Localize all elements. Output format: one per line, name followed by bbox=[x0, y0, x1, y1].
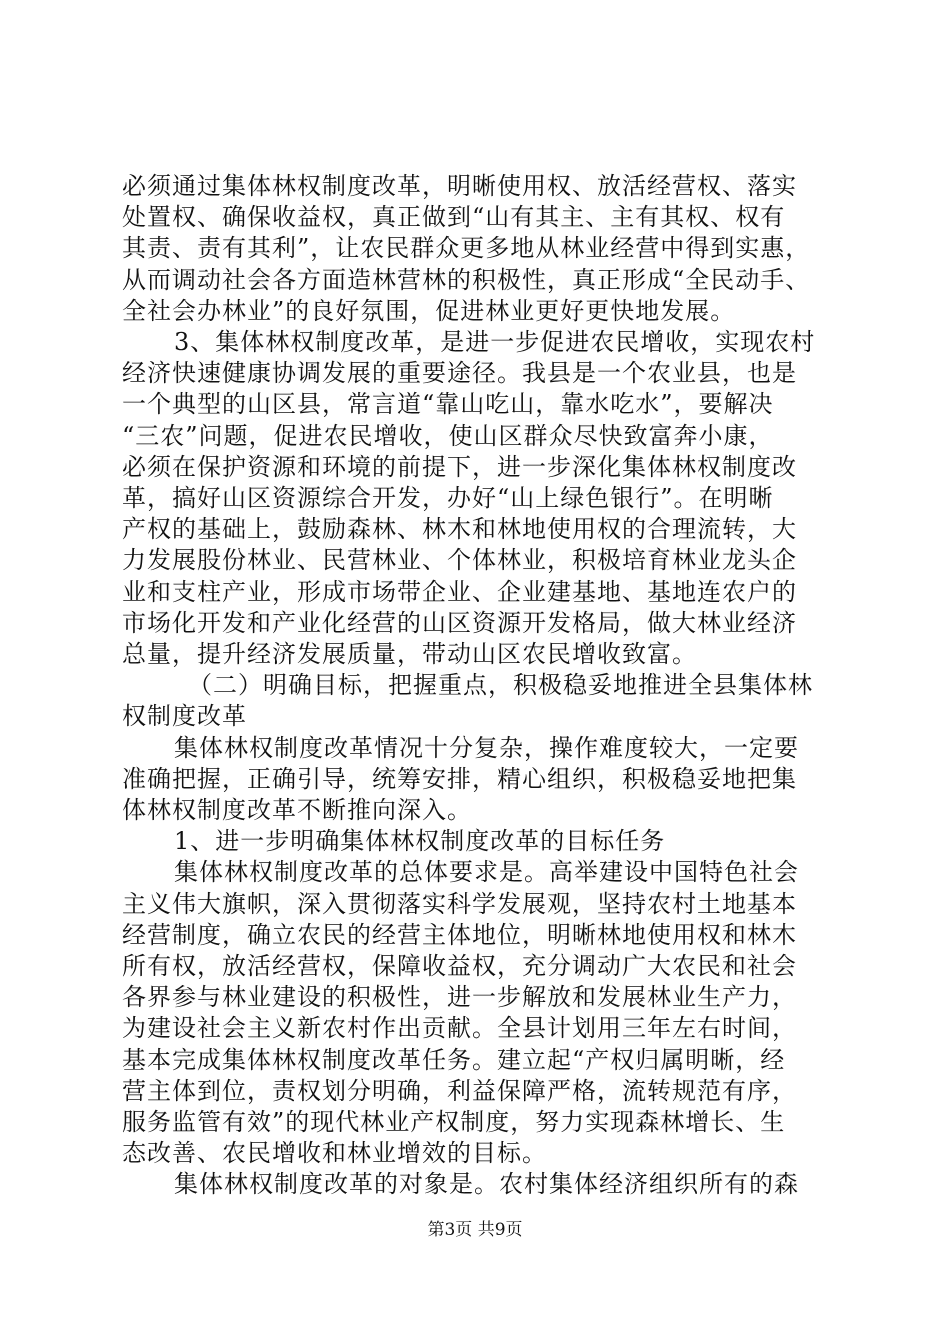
text-line: 处置权、确保收益权，真正做到“山有其主、主有其权、权有 bbox=[122, 203, 786, 232]
text-line: 产权的基础上，鼓励森林、林木和林地使用权的合理流转，大 bbox=[122, 515, 797, 544]
text-line: 全社会办林业”的良好氛围，促进林业更好更快地发展。 bbox=[122, 296, 736, 325]
text-line: 所有权，放活经营权，保障收益权，充分调动广大农民和社会 bbox=[122, 952, 797, 980]
text-line: “三农”问题，促进农民增收，使山区群众尽快致富奔小康， bbox=[122, 421, 774, 450]
text-line: 各界参与林业建设的积极性，进一步解放和发展林业生产力， bbox=[122, 983, 797, 1012]
text-line: 体林权制度改革不断推向深入。 bbox=[122, 796, 472, 824]
text-line: 一个典型的山区县，常言道“靠山吃山，靠水吃水”，要解决 bbox=[122, 390, 774, 419]
paragraph-first-line: 集体林权制度改革的总体要求是。高举建设中国特色社会 bbox=[174, 858, 799, 887]
paragraph-first-line: 3、集体林权制度改革，是进一步促进农民增收，实现农村 bbox=[174, 328, 816, 356]
text-line: 必须通过集体林权制度改革，明晰使用权、放活经营权、落实 bbox=[122, 172, 797, 200]
text-line: 力发展股份林业、民营林业、个体林业，积极培育林业龙头企 bbox=[122, 546, 797, 575]
paragraph-first-line: 集体林权制度改革情况十分复杂，操作难度较大，一定要 bbox=[174, 733, 799, 762]
text-line: 服务监管有效”的现代林业产权制度，努力实现森林增长、生 bbox=[122, 1108, 786, 1136]
text-line: 经济快速健康协调发展的重要途径。我县是一个农业县，也是 bbox=[122, 359, 797, 388]
text-line: 经营制度，确立农民的经营主体地位，明晰林地使用权和林木 bbox=[122, 920, 797, 949]
text-line: 必须在保护资源和环境的前提下，进一步深化集体林权制度改 bbox=[122, 452, 797, 481]
text-line: 其责、责有其利”，让农民群众更多地从林业经营中得到实惠， bbox=[122, 234, 811, 263]
section-heading-continued: 权制度改革 bbox=[122, 702, 247, 731]
text-line: 业和支柱产业，形成市场带企业、企业建基地、基地连农户的 bbox=[122, 577, 797, 606]
text-line: 为建设社会主义新农村作出贡献。全县计划用三年左右时间， bbox=[122, 1014, 797, 1043]
text-line: 从而调动社会各方面造林营林的积极性，真正形成“全民动手、 bbox=[122, 265, 811, 294]
text-line: 革，搞好山区资源综合开发，办好“山上绿色银行”。在明晰 bbox=[122, 484, 774, 512]
text-line: 市场化开发和产业化经营的山区资源开发格局，做大林业经济 bbox=[122, 608, 797, 637]
text-line: 主义伟大旗帜，深入贯彻落实科学发展观，坚持农村土地基本 bbox=[122, 889, 797, 918]
text-line: 准确把握，正确引导，统筹安排，精心组织，积极稳妥地把集 bbox=[122, 764, 797, 793]
text-line: 总量，提升经济发展质量，带动山区农民增收致富。 bbox=[122, 640, 697, 668]
subsection-heading: 1、进一步明确集体林权制度改革的目标任务 bbox=[174, 827, 666, 856]
text-line: 营主体到位，责权划分明确，利益保障严格，流转规范有序， bbox=[122, 1076, 797, 1105]
paragraph-first-line: 集体林权制度改革的对象是。农村集体经济组织所有的森 bbox=[174, 1170, 799, 1199]
text-line: 态改善、农民增收和林业增效的目标。 bbox=[122, 1139, 547, 1168]
section-heading: （二）明确目标，把握重点，积极稳妥地推进全县集体林 bbox=[188, 671, 813, 700]
text-line: 基本完成集体林权制度改革任务。建立起“产权归属明晰，经 bbox=[122, 1045, 786, 1074]
page-number-footer: 第3页 共9页 bbox=[427, 1220, 523, 1240]
